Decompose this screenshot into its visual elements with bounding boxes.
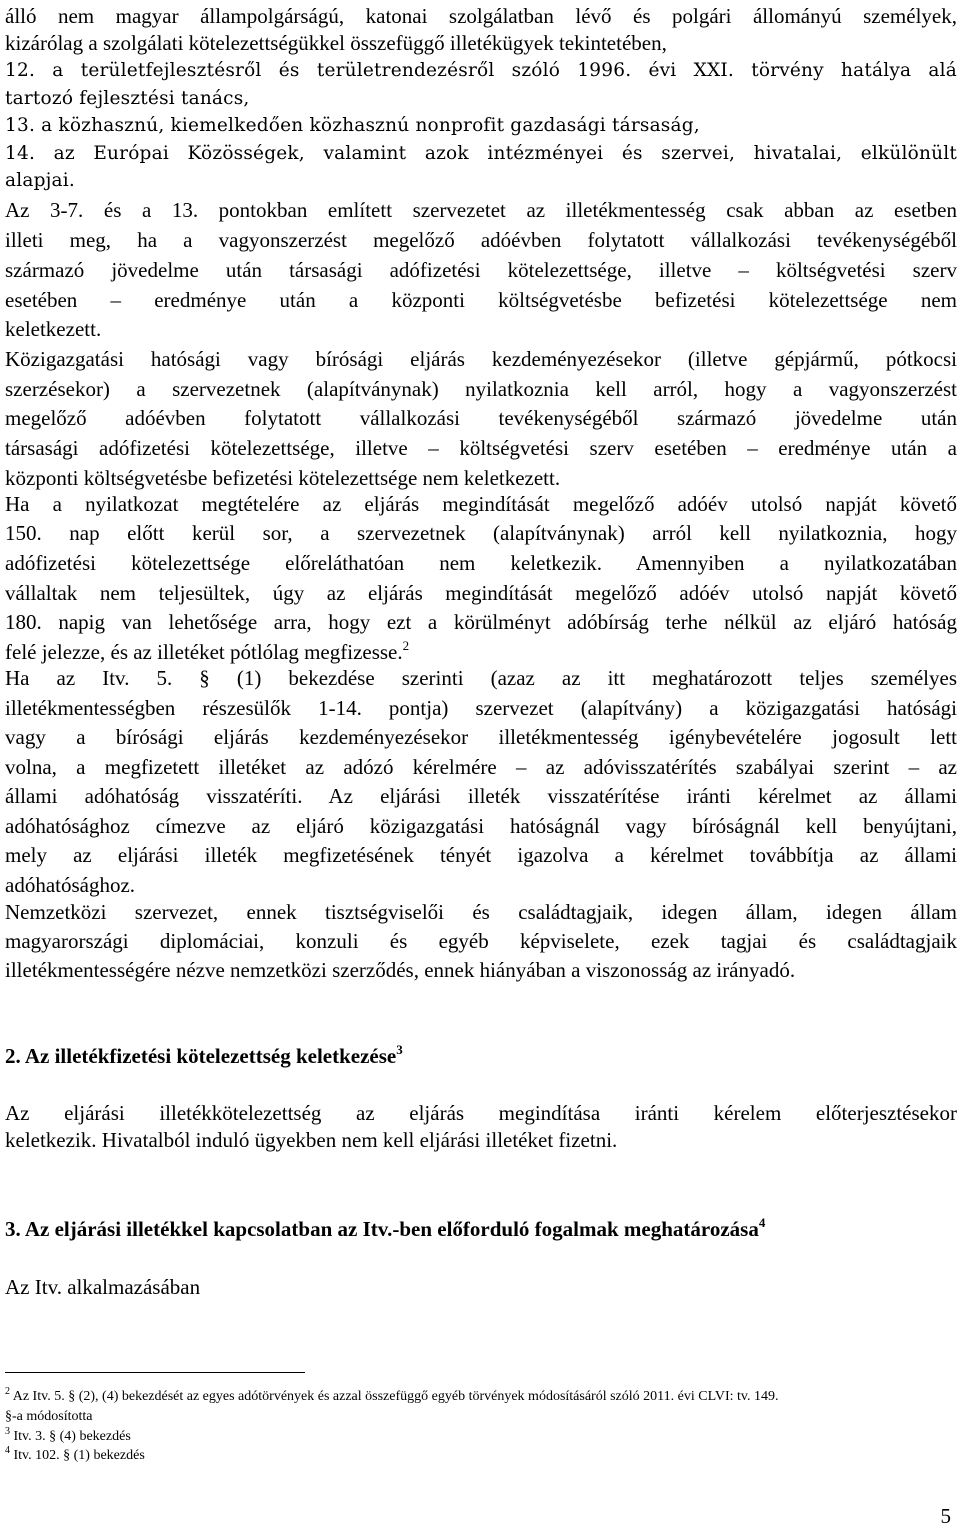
- section-heading-text: 2. Az illetékfizetési kötelezettség keletkezése: [5, 1044, 397, 1068]
- footnote: [5, 1408, 957, 1426]
- body-line: származó jövedelme után társasági adófizetési kötelezettsége, illetve – költségvetési szerv: [5, 258, 957, 282]
- body-line: esetében – eredménye után a központi költségvetésbe befizetési kötelezettsége nem: [5, 288, 957, 312]
- footnote-text: Itv. 3. § (4) bekezdés: [13, 1429, 131, 1444]
- footnote-ref: 3: [396, 1042, 403, 1057]
- body-line: adóhatósághoz.: [5, 873, 136, 897]
- body-line: keletkezett.: [5, 317, 102, 341]
- footnote-number: 3: [5, 1426, 10, 1437]
- body-line: 12. a területfejlesztésről és területrendezésről szóló 1996. évi XXI. törvény hatálya alá: [5, 60, 957, 81]
- section-heading: [5, 1215, 765, 1243]
- body-line: Az eljárási illetékkötelezettség az eljárás megindítása iránti kérelem előterjesztésekor: [5, 1101, 957, 1125]
- page-number: 5: [940, 1504, 951, 1528]
- body-line: megelőző adóévben folytatott vállalkozási tevékenységéből származó jövedelme után: [5, 406, 957, 430]
- footnote-text: Az Itv. 5. § (2), (4) bekezdését az egyes adótörvények és azzal összefüggő egyéb törvények módosításáról szóló 2011. évi CLVI: tv. 149.: [12, 1389, 779, 1404]
- body-line: [5, 638, 957, 666]
- body-line: vagy a bírósági eljárás kezdeményezésekor illetékmentesség igénybevételére jogosult lett: [5, 725, 957, 749]
- footnote-ref: 4: [758, 1215, 766, 1230]
- body-line: 150. nap előtt kerül sor, a szervezetnek (alapítványnak) arról kell nyilatkoznia, hogy: [5, 521, 957, 545]
- body-line: magyarországi diplomáciai, konzuli és egyéb képviselete, ezek tagjai és családtagjaik: [5, 929, 957, 953]
- body-line: állami adóhatóság visszatéríti. Az eljárási illeték visszatérítése iránti kérelmet az állami: [5, 784, 957, 808]
- footnote-text: §-a módosította: [5, 1409, 93, 1424]
- body-line: álló nem magyar állampolgárságú, katonai szolgálatban lévő és polgári állományú személyek,: [5, 4, 957, 28]
- footnote: [5, 1388, 957, 1406]
- body-line: Ha az Itv. 5. § (1) bekezdése szerinti (azaz az itt meghatározott teljes személyes: [5, 666, 957, 690]
- body-line: volna, a megfizetett illetéket az adózó kérelmére – az adóvisszatérítés szabályai szerint – az: [5, 755, 957, 779]
- body-line: vállaltak nem teljesültek, úgy az eljárás megindítását megelőző adóév utolsó napját követő: [5, 581, 957, 605]
- body-line: illetékmentességben részesülők 1-14. pontja) szervezet (alapítvány) a közigazgatási hatósági: [5, 696, 957, 720]
- body-line: alapjai.: [5, 170, 75, 191]
- body-line: társasági adófizetési kötelezettsége, illetve – költségvetési szerv esetében – eredménye után a: [5, 436, 957, 460]
- body-line: Közigazgatási hatósági vagy bírósági eljárás kezdeményezésekor (illetve gépjármű, pótkocsi: [5, 347, 957, 371]
- body-line: mely az eljárási illeték megfizetésének tényét igazolva a kérelmet továbbítja az állami: [5, 843, 957, 867]
- footnote-divider: [5, 1372, 305, 1373]
- body-line: illeti meg, ha a vagyonszerzést megelőző adóévben folytatott vállalkozási tevékenységéből: [5, 228, 957, 252]
- body-line-text: felé jelezze, és az illetéket pótlólag megfizesse.: [5, 640, 403, 664]
- body-line: Ha a nyilatkozat megtételére az eljárás megindítását megelőző adóév utolsó napját követő: [5, 492, 957, 516]
- body-line: tartozó fejlesztési tanács,: [5, 88, 250, 109]
- body-line: adófizetési kötelezettsége előreláthatóan nem keletkezik. Amennyiben a nyilatkozatában: [5, 551, 957, 575]
- section-heading: [5, 1042, 403, 1070]
- section-heading-text: 3. Az eljárási illetékkel kapcsolatban az Itv.-ben előforduló fogalmak meghatározása: [5, 1217, 759, 1241]
- body-line: központi költségvetésbe befizetési kötelezettsége nem keletkezett.: [5, 466, 561, 490]
- body-line: Az 3-7. és a 13. pontokban említett szervezetet az illetékmentesség csak abban az esetben: [5, 198, 957, 222]
- body-line: adóhatósághoz címezve az eljáró közigazgatási hatóságnál vagy bíróságnál kell benyújtani,: [5, 814, 957, 838]
- body-line: kizárólag a szolgálati kötelezettségükkel összefüggő illetékügyek tekintetében,: [5, 31, 667, 55]
- body-line: Nemzetközi szervezet, ennek tisztségviselői és családtagjaik, idegen állam, idegen állam: [5, 900, 957, 924]
- body-line: keletkezik. Hivatalból induló ügyekben nem kell eljárási illetéket fizetni.: [5, 1128, 618, 1152]
- footnote-number: 2: [5, 1386, 10, 1397]
- body-line: 13. a közhasznú, kiemelkedően közhasznú nonprofit gazdasági társaság,: [5, 115, 700, 136]
- body-line: 180. napig van lehetősége arra, hogy ezt a körülményt adóbírság terhe nélkül az eljáró hatóság: [5, 610, 957, 634]
- footnote-ref: 2: [402, 638, 410, 653]
- body-line: szerzésekor) a szervezetnek (alapítványnak) nyilatkoznia kell arról, hogy a vagyonszerzést: [5, 377, 957, 401]
- body-line: Az Itv. alkalmazásában: [5, 1275, 201, 1299]
- body-line: 14. az Európai Közösségek, valamint azok intézményei és szervei, hivatalai, elkülönült: [5, 143, 957, 164]
- footnote: [5, 1447, 957, 1465]
- footnote-text: Itv. 102. § (1) bekezdés: [13, 1448, 145, 1463]
- footnote-number: 4: [5, 1445, 10, 1456]
- footnote: [5, 1428, 957, 1446]
- body-line: illetékmentességére nézve nemzetközi szerződés, ennek hiányában a viszonosság az irányadó.: [5, 958, 796, 982]
